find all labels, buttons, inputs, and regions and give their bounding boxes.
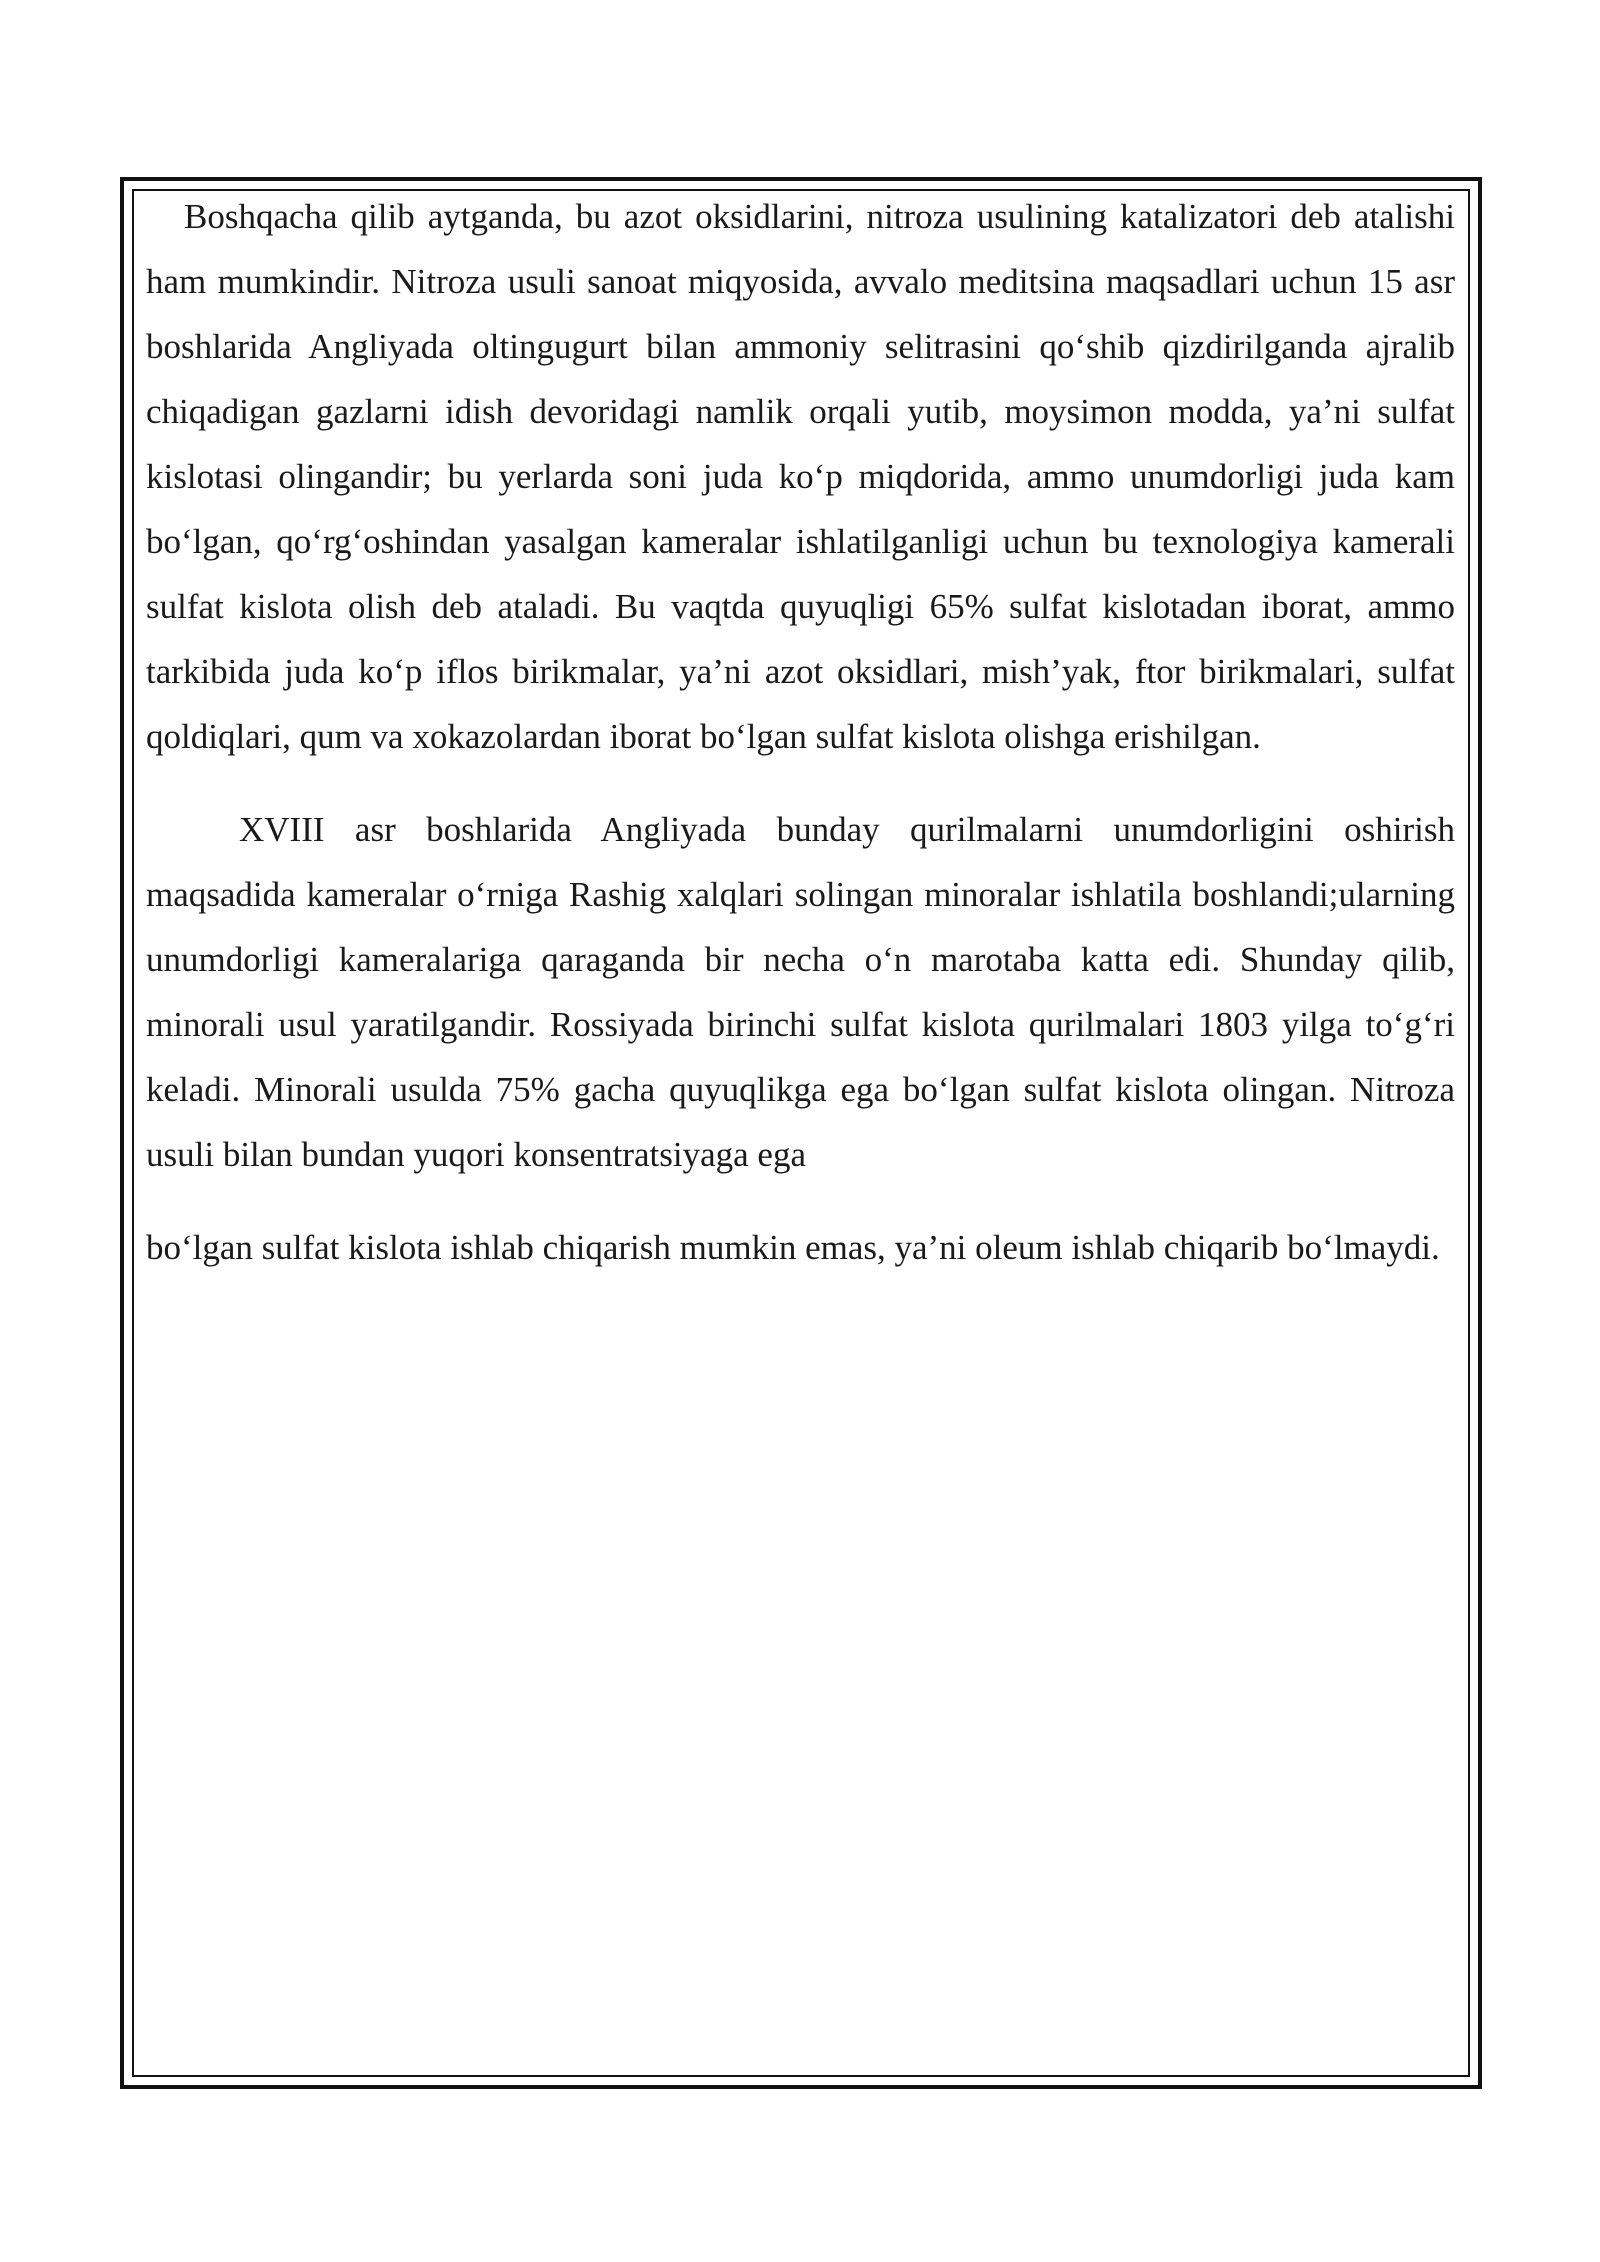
paragraph-3: bo‘lgan sulfat kislota ishlab chiqarish mumkin emas, ya’ni oleum ishlab chiqarib bo‘lmaydi. [146,1228,1440,1267]
paragraph-2: XVIII asr boshlarida Angliyada bunday qurilmalarni unumdorligini oshirish maqsadida kameralar o‘rniga Rashig xalqlari solingan minoralar ishlatila boshlandi;ularning unumdorligi kameralariga qaraganda bir necha o‘n marotaba katta edi. Shunday qilib, minorali usul yaratilgandir. Rossiyada birinchi sulfat kislota qurilmalari 1803 yilga to‘g‘ri keladi. Minorali usulda 75% gacha quyuqlikga ega bo‘lgan sulfat kislota olingan. Nitroza usuli bilan bundan yuqori konsentratsiyaga ega [146,810,1455,1174]
paragraph-1: Boshqacha qilib aytganda, bu azot oksidlarini, nitroza usulining katalizatori deb atalishi ham mumkindir. Nitroza usuli sanoat miqyosida, avvalo meditsina maqsadlari uchun 15 asr boshlarida Angliyada oltingugurt bilan ammoniy selitrasini qo‘shib qizdirilganda ajralib chiqadigan gazlarni idish devoridagi namlik orqali yutib, moysimon modda, ya’ni sulfat kislotasi olingandir; bu yerlarda soni juda ko‘p miqdorida, ammo unumdorligi juda kam bo‘lgan, qo‘rg‘oshindan yasalgan kameralar ishlatilganligi uchun bu texnologiya kamerali sulfat kislota olish deb ataladi. Bu vaqtda quyuqligi 65% sulfat kislotadan iborat, ammo tarkibida juda ko‘p iflos birikmalar, ya’ni azot oksidlari, mish’yak, ftor birikmalari, sulfat qoldiqlari, qum va xokazolardan iborat bo‘lgan sulfat kislota olishga erishilgan. [146,197,1455,756]
document-body [146,184,1455,1280]
